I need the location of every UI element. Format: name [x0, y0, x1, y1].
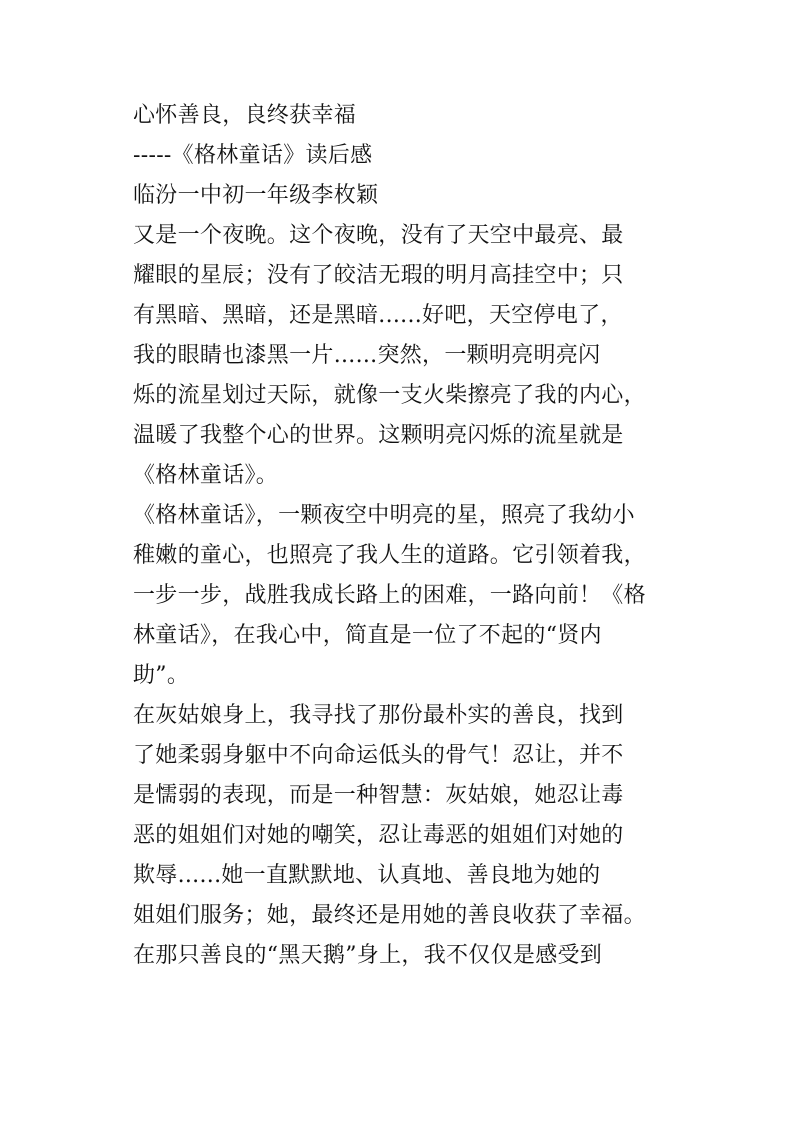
- paragraph-line: 恶的姐姐们对她的嘲笑，忍让毒恶的姐姐们对她的: [133, 823, 624, 848]
- paragraph-line: 助”。: [133, 663, 190, 688]
- document-page: [133, 96, 663, 976]
- paragraph-line: 又是一个夜晚。这个夜晚，没有了天空中最亮、最: [133, 223, 624, 248]
- paragraph-line: 欺辱......她一直默默地、认真地、善良地为她的: [133, 863, 601, 888]
- document-author: 临汾一中初一年级李枚颖: [133, 183, 379, 208]
- paragraph-line: 烁的流星划过天际，就像一支火柴擦亮了我的内心，: [133, 383, 646, 408]
- paragraph-line: 是懦弱的表现，而是一种智慧：灰姑娘，她忍让毒: [133, 783, 624, 808]
- paragraph-line: 我的眼睛也漆黑一片......突然，一颗明亮明亮闪: [133, 343, 601, 368]
- paragraph-line: 稚嫩的童心，也照亮了我人生的道路。它引领着我，: [133, 543, 646, 568]
- paragraph-3: [133, 696, 663, 976]
- paragraph-line: 温暖了我整个心的世界。这颗明亮闪烁的流星就是: [133, 423, 624, 448]
- paragraph-line: 一步一步，战胜我成长路上的困难，一路向前！《格: [133, 583, 646, 608]
- paragraph-line: 《格林童话》。: [133, 463, 279, 488]
- document-subtitle: -----《格林童话》读后感: [133, 143, 373, 168]
- paragraph-line: 有黑暗、黑暗，还是黑暗......好吧，天空停电了，: [133, 303, 623, 328]
- paragraph-line: 《格林童话》，一颗夜空中明亮的星，照亮了我幼小: [133, 503, 635, 528]
- document-title: 心怀善良，良终获幸福: [133, 103, 357, 128]
- paragraph-line: 了她柔弱身躯中不向命运低头的骨气！忍让，并不: [133, 743, 624, 768]
- paragraph-line: 在灰姑娘身上，我寻找了那份最朴实的善良，找到: [133, 703, 624, 728]
- paragraph-line: 在那只善良的“黑天鹅”身上，我不仅仅是感受到: [133, 943, 603, 968]
- paragraph-line: 姐姐们服务；她，最终还是用她的善良收获了幸福。: [133, 903, 646, 928]
- paragraph-line: 林童话》，在我心中，简直是一位了不起的“贤内: [133, 623, 602, 648]
- paragraph-1: [133, 216, 663, 496]
- paragraph-line: 耀眼的星辰；没有了皎洁无瑕的明月高挂空中；只: [133, 263, 624, 288]
- paragraph-2: [133, 496, 663, 696]
